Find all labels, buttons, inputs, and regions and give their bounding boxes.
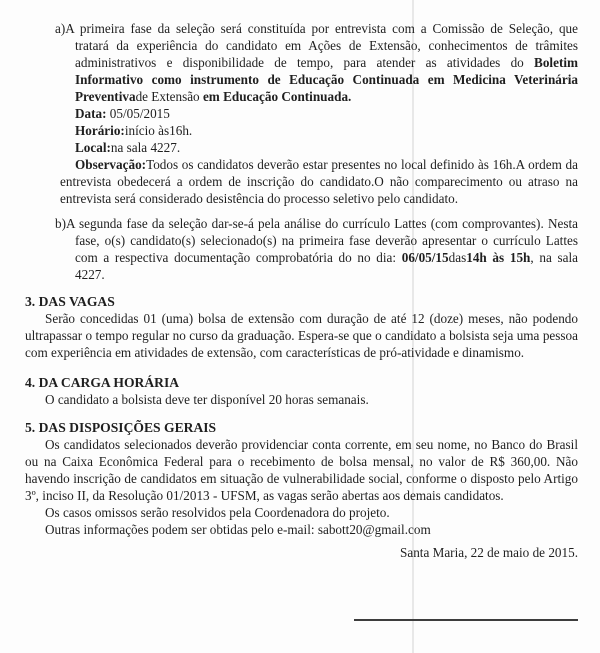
clause-a [55,20,578,105]
interview-date-line [75,105,578,122]
interview-location-line [75,139,578,156]
interview-time-line [75,122,578,139]
interview-location-label: Local: [75,140,111,155]
section-carga-horaria-paragraph: O candidato a bolsista deve ter disponível 20 horas semanais. [45,392,369,407]
signature-line [354,619,578,621]
section-vagas-heading: 3. DAS VAGAS [25,294,115,309]
observation-paragraph [60,156,578,207]
clause-b-text: A segunda fase da seleção dar-se-á pela análise do currículo Lattes (com comprovantes). Nesta fase, o(s) candidato(s) selecionado(s) na primeira fase deverão apresentar o currículo Lattes com a respectiva documentação comprobatória do no dia: 06/05/15das14h às 15h, na sala 4227. [66,216,578,282]
interview-date-value: 05/05/2015 [106,106,170,121]
section-disposicoes-heading: 5. DAS DISPOSIÇÕES GERAIS [25,420,217,435]
section-disposicoes-paragraph-1: Os candidatos selecionados deverão providenciar conta corrente, em seu nome, no Banco do Brasil ou na Caixa Econômica Federal para o recebimento de bolsa mensal, no valor de R$ 360,00. Não havendo inscrição de candidatos em situação de vulnerabilidade social, conforme o disposto pelo Artigo 3º, inciso II, da Resolução 01/2013 - UFSM, as vagas serão abertas aos demais candidatos. [25,437,578,503]
interview-time-label: Horário: [75,123,125,138]
interview-time-value: início às16h. [124,123,193,138]
section-disposicoes-paragraph-2: Os casos omissos serão resolvidos pela Coordenadora do projeto. [45,505,390,520]
clause-b-marker: b) [55,216,66,231]
section-disposicoes-gerais [25,419,578,538]
interview-location-value: na sala 4227. [110,140,181,155]
section-vagas-paragraph: Serão concedidas 01 (uma) bolsa de extensão com duração de até 12 (doze) meses, não podendo ultrapassar o tempo regular no curso da graduação. Espera-se que o candidato a bolsista seja uma pessoa com experiência em atividades de extensão, com características de pró-atividade e dinamismo. [25,311,578,360]
clause-a-text: A primeira fase da seleção será constituída por entrevista com a Comissão de Seleção, que tratará da experiência do candidato em Ações de Extensão, conhecimentos de trâmites administrativos e disponibilidade de tempo, para atender as atividades do Boletim Informativo como instrumento de Educação Continuada em Medicina Veterinária Preventivade Extensão em Educação Continuada. [65,21,578,104]
interview-date-label: Data: [75,106,107,121]
section-vagas [25,293,578,361]
observation-text: Todos os candidatos deverão estar presentes no local definido às 16h.A ordem da entrevista obedecerá a ordem de inscrição do candidato.O não comparecimento ou atraso na entrevista será considerado desistência do processo seletivo pelo candidato. [60,157,578,206]
section-disposicoes-paragraph-3: Outras informações podem ser obtidas pelo e-mail: sabott20@gmail.com [45,522,431,537]
clause-a-marker: a) [55,21,66,36]
clause-b [55,215,578,283]
section-carga-horaria [25,374,578,408]
section-carga-horaria-heading: 4. DA CARGA HORÁRIA [25,375,180,390]
observation-label: Observação: [75,157,147,172]
city-date-line: Santa Maria, 22 de maio de 2015. [400,545,578,560]
